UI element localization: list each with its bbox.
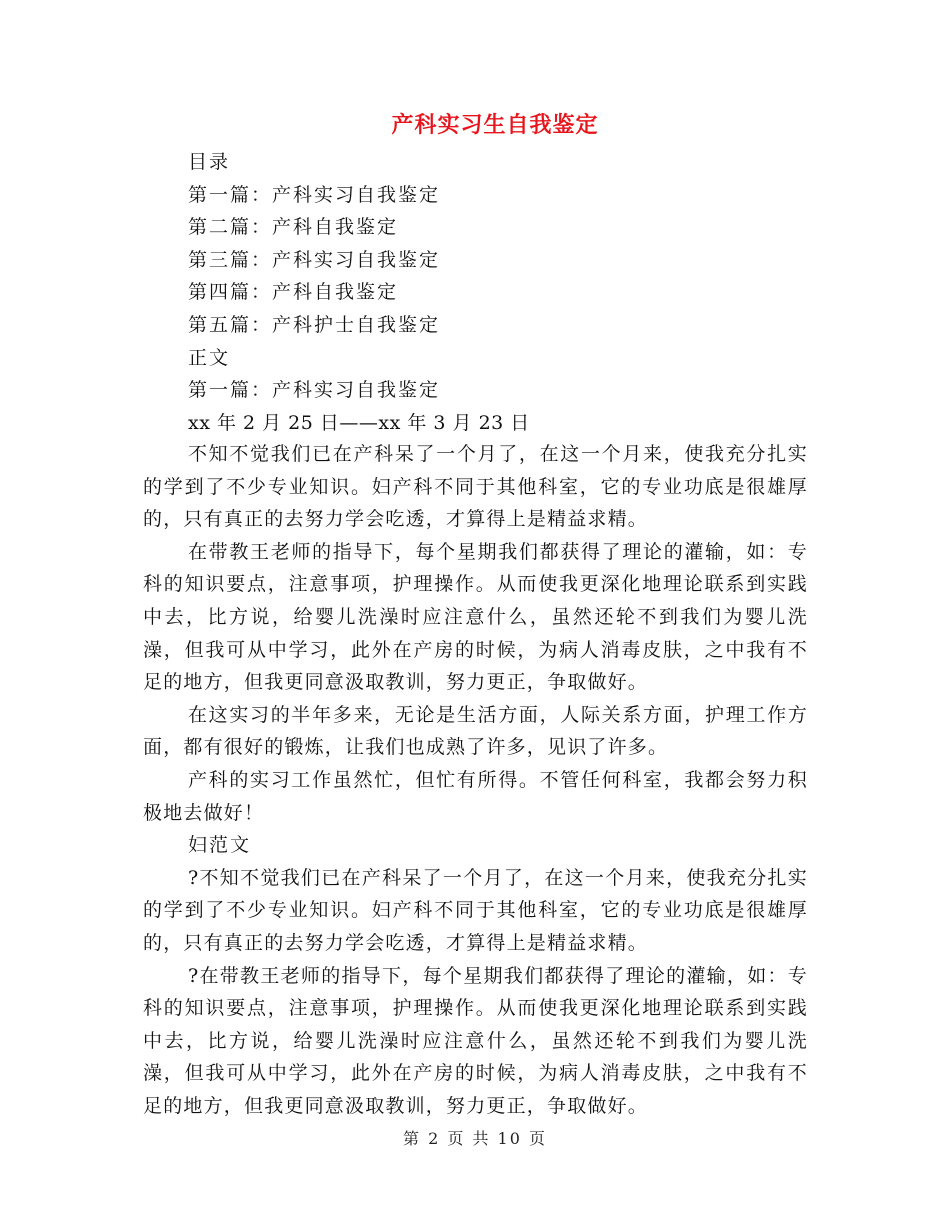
body-paragraph: 在这实习的半年多来，无论是生活方面，人际关系方面，护理工作方面，都有很好的锻炼，让我们也成熟了许多，见识了许多。 bbox=[143, 703, 808, 759]
body-label: 正文 bbox=[188, 346, 231, 369]
body-paragraph: 在带教王老师的指导下，每个星期我们都获得了理论的灌输，如：专科的知识要点，注意事项，护理操作。从而使我更深化地理论联系到实践中去，比方说，给婴儿洗澡时应注意什么，虽然还轮不到我们为婴儿洗澡，但我可从中学习，此外在产房的时候，为病人消毒皮肤，之中我有不足的地方，但我更同意汲取教训，努力更正，争取做好。 bbox=[143, 540, 808, 694]
toc-item: 第三篇：产科实习自我鉴定 bbox=[188, 248, 441, 271]
toc-item: 第一篇：产科实习自我鉴定 bbox=[188, 183, 441, 206]
date-range: xx 年 2 月 25 日——xx 年 3 月 23 日 bbox=[188, 411, 530, 434]
document-title: 产科实习生自我鉴定 bbox=[391, 112, 599, 138]
toc-item: 第二篇：产科自我鉴定 bbox=[188, 216, 399, 239]
sample-paragraph: ?不知不觉我们已在产科呆了一个月了，在这一个月来，使我充分扎实的学到了不少专业知识。妇产科不同于其他科室，它的专业功底是很雄厚的，只有真正的去努力学会吃透，才算得上是精益求精。 bbox=[143, 866, 808, 954]
body-paragraph: 产科的实习工作虽然忙，但忙有所得。不管任何科室，我都会努力积极地去做好！ bbox=[143, 768, 808, 824]
toc-item: 第四篇：产科自我鉴定 bbox=[188, 281, 399, 304]
sample-paragraph: ?在带教王老师的指导下，每个星期我们都获得了理论的灌输，如：专科的知识要点，注意事项，护理操作。从而使我更深化地理论联系到实践中去，比方说，给婴儿洗澡时应注意什么，虽然还轮不到我们为婴儿洗澡，但我可从中学习，此外在产房的时候，为病人消毒皮肤，之中我有不足的地方，但我更同意汲取教训，努力更正，争取做好。 bbox=[143, 964, 808, 1117]
page-footer: 第 2 页 共 10 页 bbox=[403, 1129, 547, 1148]
table-of-contents bbox=[188, 146, 530, 439]
body-paragraph: 不知不觉我们已在产科呆了一个月了，在这一个月来，使我充分扎实的学到了不少专业知识。妇产科不同于其他科室，它的专业功底是很雄厚的，只有真正的去努力学会吃透，才算得上是精益求精。 bbox=[143, 443, 808, 531]
section-title: 第一篇：产科实习自我鉴定 bbox=[188, 379, 441, 402]
toc-item: 第五篇：产科护士自我鉴定 bbox=[188, 313, 441, 336]
sample-label: 妇范文 bbox=[188, 834, 252, 857]
document-body bbox=[143, 438, 808, 1122]
toc-heading: 目录 bbox=[188, 151, 231, 173]
